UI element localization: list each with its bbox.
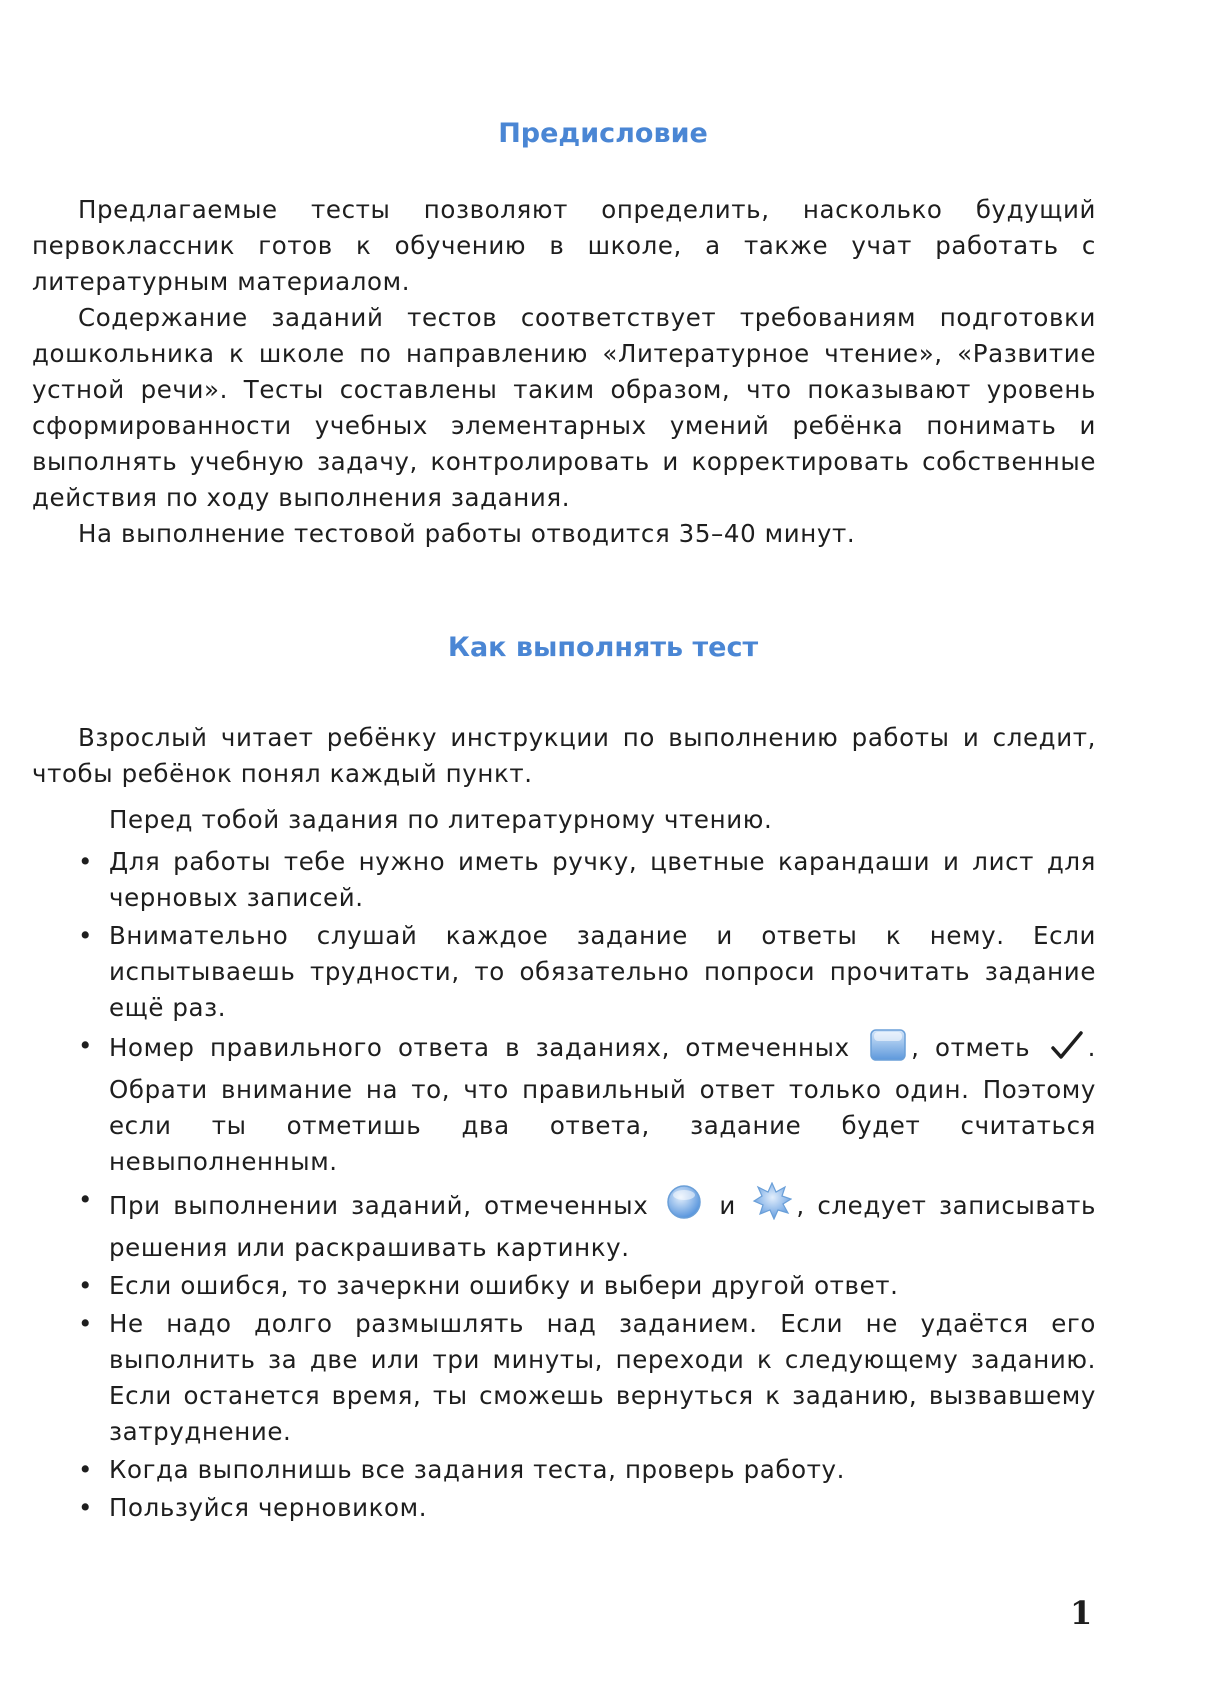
instruction-item: • Не надо долго размышлять над заданием. Если не удаётся его выполнить за две или три минуты, переходи к следующему заданию. Если останется время, ты сможешь вернуться к заданию, вызвавшему затруднение. [32, 1306, 1096, 1450]
instruction-item [32, 1028, 1096, 1180]
instruction-text: и [719, 1191, 736, 1220]
instruction-item: • Когда выполнишь все задания теста, проверь работу. [32, 1452, 1096, 1488]
star-task-icon [752, 1182, 792, 1230]
howto-lead: Перед тобой задания по литературному чтению. [109, 805, 773, 834]
instruction-item: • Если ошибся, то зачеркни ошибку и выбери другой ответ. [32, 1268, 1096, 1304]
instruction-text: При выполнении заданий, отмеченных [109, 1191, 649, 1220]
checkmark-icon [1050, 1030, 1084, 1072]
howto-intro: Взрослый читает ребёнку инструкции по выполнению работы и следит, чтобы ребёнок понял каждый пункт. [32, 723, 1096, 788]
instruction-item [32, 1182, 1096, 1266]
instruction-item: • Внимательно слушай каждое задание и ответы к нему. Если испытываешь трудности, то обязательно попроси прочитать задание ещё раз. [32, 918, 1096, 1026]
instruction-text: Номер правильного ответа в заданиях, отмеченных [109, 1033, 850, 1062]
instruction-list [32, 844, 1096, 1526]
circle-task-icon [665, 1184, 703, 1230]
answer-box-icon [869, 1028, 907, 1072]
preface-body [32, 192, 1096, 552]
instruction-item: • Пользуйся черновиком. [32, 1490, 1096, 1526]
instruction-item: • Для работы тебе нужно иметь ручку, цветные карандаши и лист для черновых записей. [32, 844, 1096, 916]
preface-paragraph: На выполнение тестовой работы отводится 35–40 минут. [78, 519, 856, 548]
howto-body [32, 720, 1096, 1528]
page-number: 1 [1070, 1594, 1093, 1632]
preface-paragraph: Предлагаемые тесты позволяют определить, насколько будущий первоклассник готов к обучению в школе, а также учат работать с литературным материалом. [32, 195, 1096, 296]
preface-title: Предисловие [498, 118, 708, 149]
instruction-text: , следует записывать решения или раскрашивать картинку. [109, 1191, 1096, 1262]
preface-paragraph: Содержание заданий тестов соответствует требованиям подготовки дошкольника к школе по направлению «Литературное чтение», «Развитие устной речи». Тесты составлены таким образом, что показывают уровень сформированности учебных элементарных умений ребёнка понимать и выполнять учебную задачу, контролировать и корректировать собственные действия по ходу выполнения задания. [32, 303, 1096, 512]
instruction-text: . Обрати внимание на то, что правильный ответ только один. Поэтому если ты отметишь два ответа, задание будет считаться невыполненным. [109, 1033, 1096, 1176]
howto-title: Как выполнять тест [447, 632, 759, 663]
instruction-text: , отметь [911, 1033, 1031, 1062]
